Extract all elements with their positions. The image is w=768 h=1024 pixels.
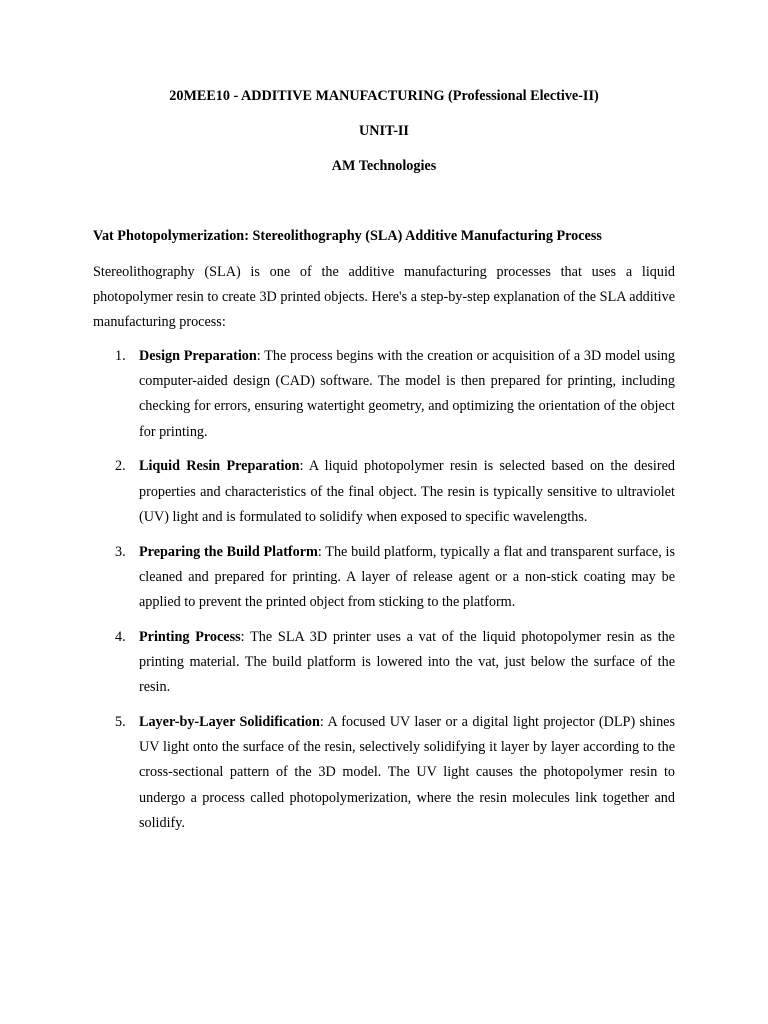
list-item [0, 710, 768, 836]
step-text: : The process begins with the creation or acquisition of a 3D model using computer-aided design (CAD) software. The model is then prepared for printing, including checking for errors, ensuring watertight geometry, and optimizing the orientation of the object for printing. [139, 348, 675, 440]
step-title: Preparing the Build Platform [139, 543, 318, 560]
step-title: Printing Process [139, 628, 241, 645]
step-number: 1. [115, 348, 126, 364]
step-text: : The build platform, typically a flat and transparent surface, is cleaned and prepared for printing. A layer of release agent or a non-stick coating may be applied to prevent the printed object from sticking to the platform. [139, 543, 675, 611]
step-number: 2. [115, 458, 126, 475]
step-title: Liquid Resin Preparation [139, 458, 300, 475]
list-item [0, 625, 768, 701]
step-text: : A focused UV laser or a digital light projector (DLP) shines UV light onto the surface of the resin, selectively solidifying it layer by layer according to the cross-sectional pattern of the 3D model. The UV light causes the photopolymer resin to undergo a process called photopolymerization, where the resin molecules link together and solidify. [139, 714, 675, 831]
step-text: : The SLA 3D printer uses a vat of the liquid photopolymer resin as the printing material. The build platform is lowered into the vat, just below the surface of the resin. [139, 628, 675, 696]
step-number: 4. [115, 628, 126, 645]
step-title: Layer-by-Layer Solidification [139, 714, 320, 731]
section-heading: Vat Photopolymerization: Stereolithography (SLA) Additive Manufacturing Process [93, 228, 602, 244]
list-item [0, 344, 768, 445]
list-item [0, 454, 768, 530]
step-number: 5. [115, 714, 126, 731]
process-steps-list [0, 344, 768, 846]
step-body [139, 625, 675, 701]
step-body [139, 710, 675, 836]
intro-paragraph: Stereolithography (SLA) is one of the additive manufacturing processes that uses a liquid photopolymer resin to create 3D printed objects. Here's a step-by-step explanation of the SLA additive manufacturing process: [93, 264, 675, 331]
step-title: Design Preparation [139, 348, 257, 364]
step-body [139, 454, 675, 530]
step-number: 3. [115, 543, 126, 560]
course-title: 20MEE10 - ADDITIVE MANUFACTURING (Professional Elective-II) [169, 88, 599, 104]
step-text: : A liquid photopolymer resin is selected based on the desired properties and characteristics of the final object. The resin is typically sensitive to ultraviolet (UV) light and is formulated to solidify when exposed to specific wavelengths. [139, 458, 675, 525]
step-body [139, 540, 675, 616]
list-item [0, 540, 768, 616]
unit-title: UNIT-II [359, 123, 409, 139]
step-body [139, 344, 675, 445]
topic-title: AM Technologies [331, 158, 437, 174]
